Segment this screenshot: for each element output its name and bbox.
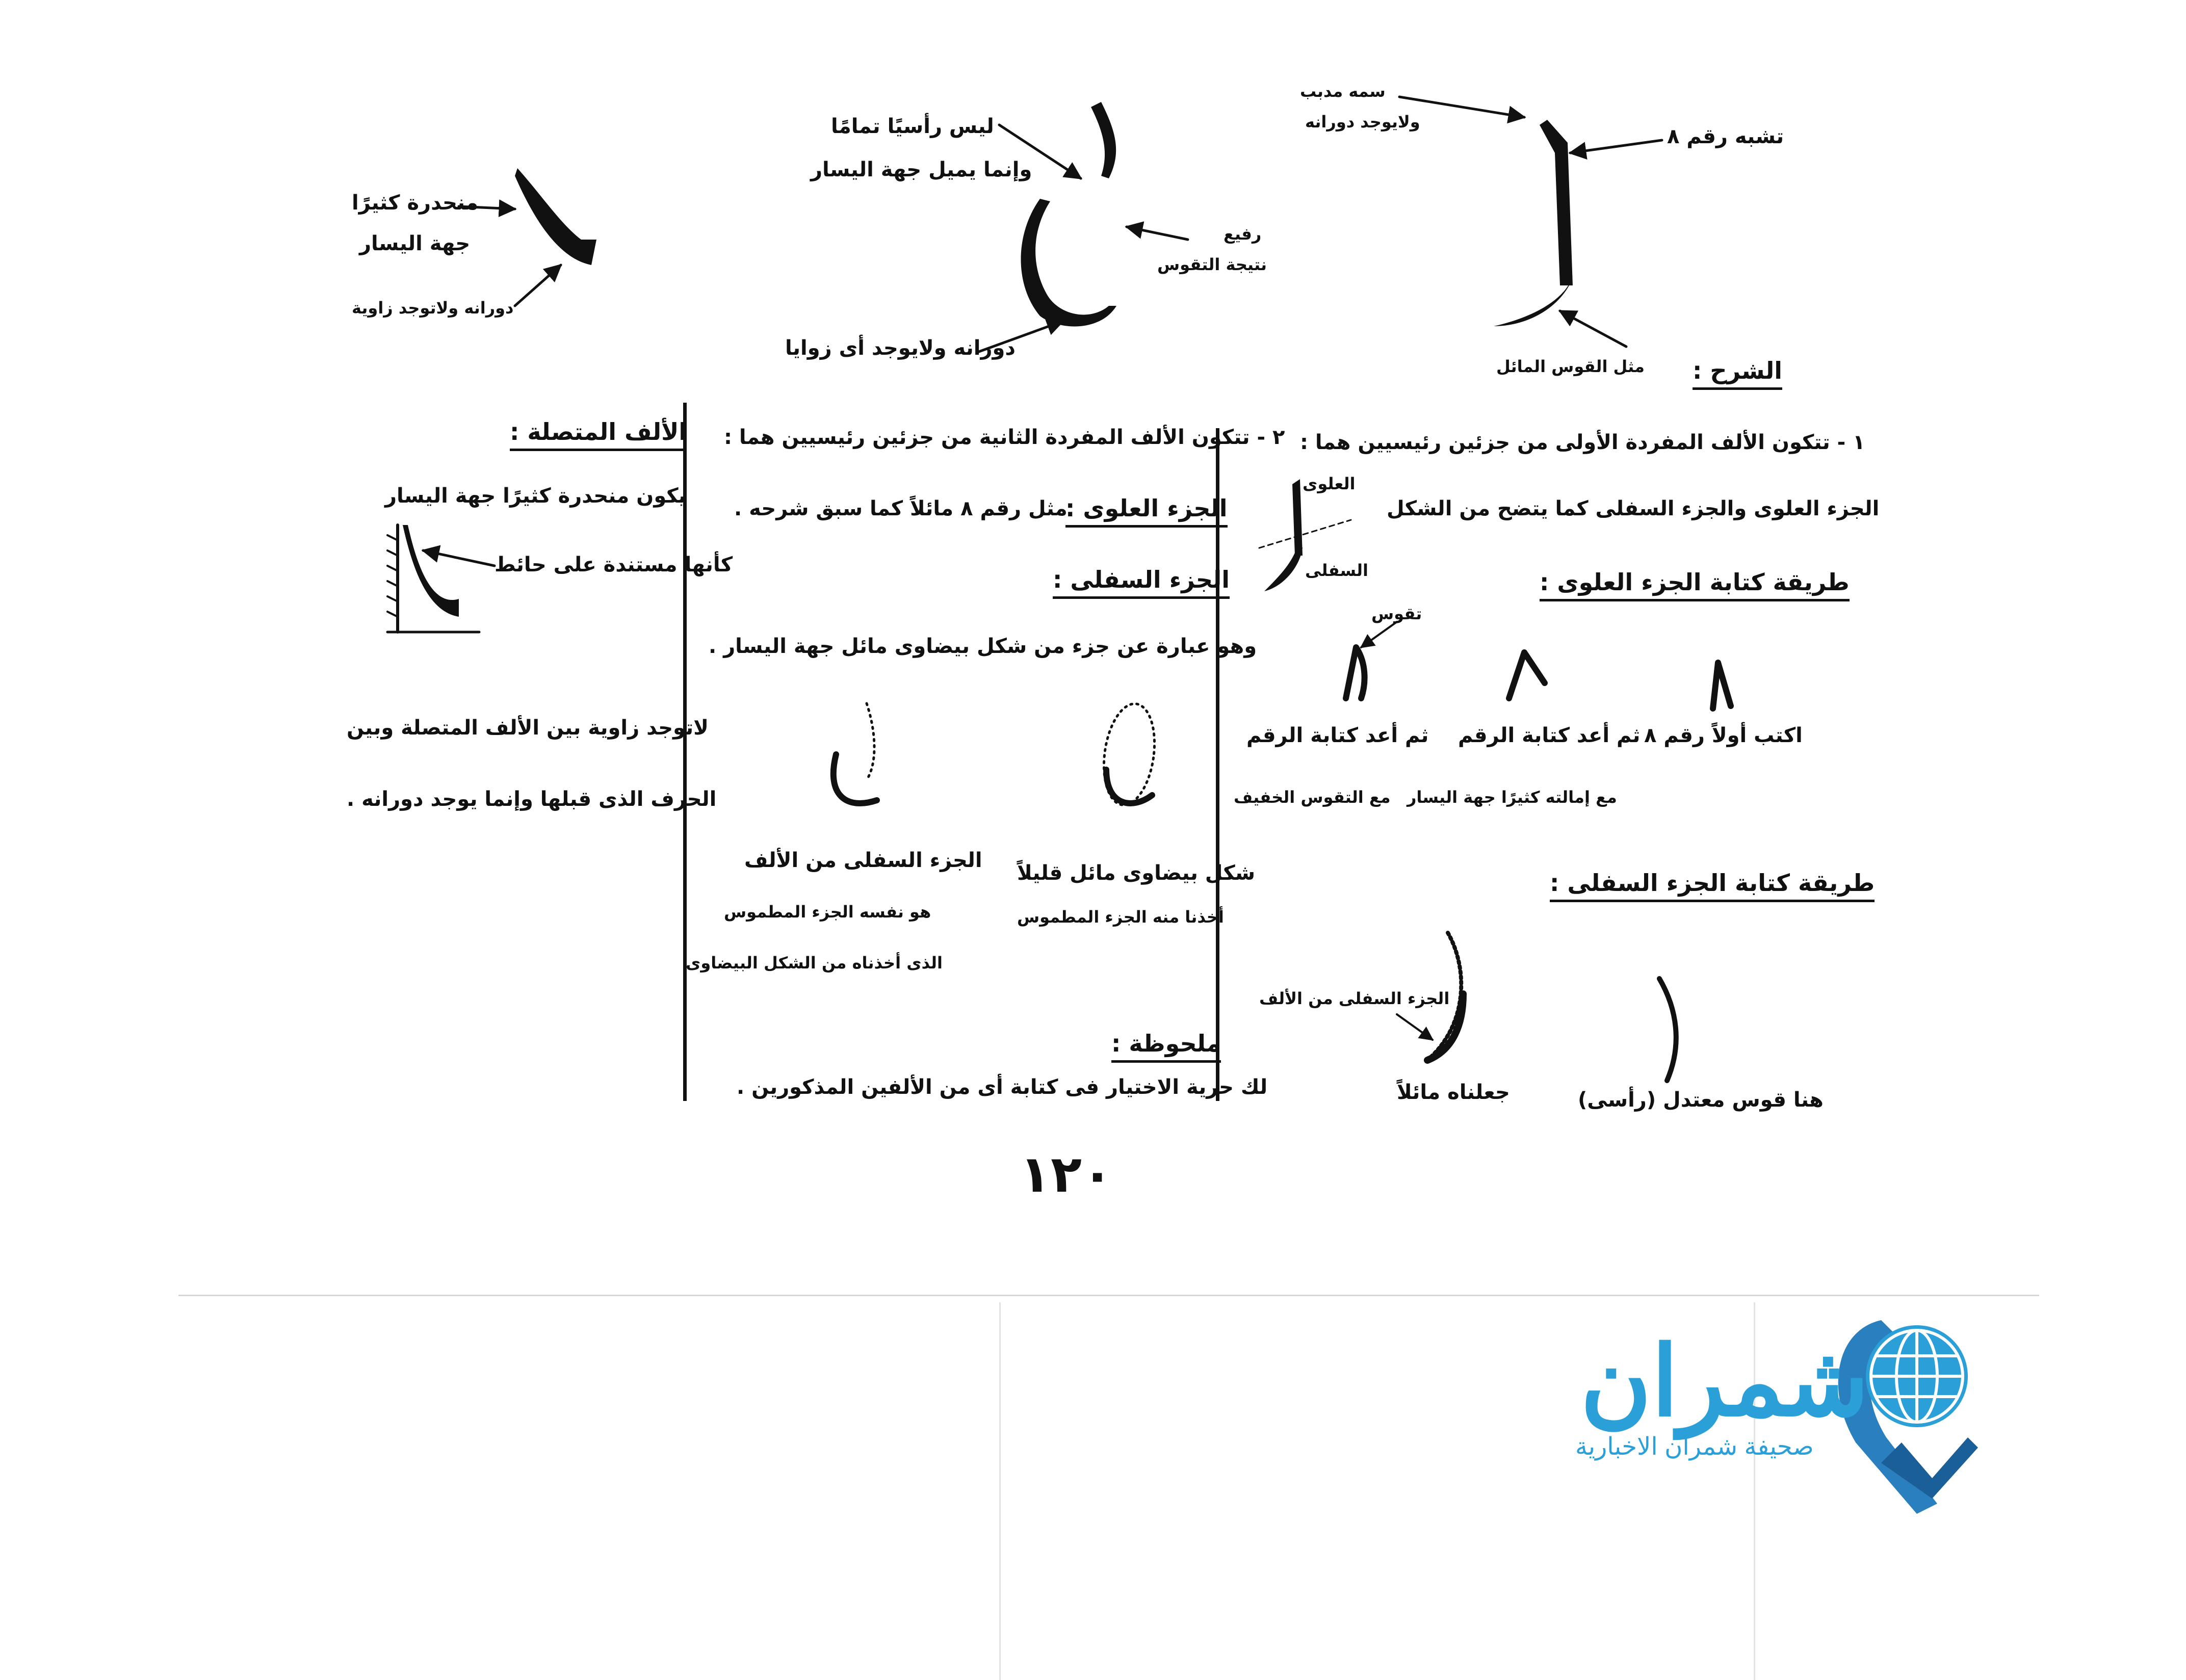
lower-method-title: طريقة كتابة الجزء السفلى : xyxy=(1550,869,1875,902)
lower-of-alif-label: الجزء السفلى من الألف xyxy=(1259,989,1450,1008)
note-title: ملحوظة : xyxy=(1111,1030,1221,1063)
logo-title: شمران xyxy=(1580,1328,1869,1436)
lower-caption-3: الذى أخذناه من الشكل البيضاوى xyxy=(686,953,943,973)
step3-text: ثم أعد كتابة الرقم xyxy=(1246,724,1429,747)
upper-title: الجزء العلوى : xyxy=(1065,494,1228,528)
connected-line2: كأنها مستندة على حائط xyxy=(495,553,733,576)
logo-subtitle: صحيفة شمران الاخبارية xyxy=(1575,1433,1814,1460)
arc-result-label: نتيجة التقوس xyxy=(1157,255,1267,274)
oval-dotted xyxy=(1098,700,1161,808)
lower-caption-1: الجزء السفلى من الألف xyxy=(744,849,982,872)
connected-note2: الحرف الذى قبلها وإنما يوجد دورانه . xyxy=(347,788,717,811)
divider-right xyxy=(1216,428,1219,1101)
oval-lower-alif xyxy=(834,703,877,803)
connected-line1: يكون منحدرة كثيرًا جهة اليسار xyxy=(385,484,686,508)
page-number: ١٢٠ xyxy=(1020,1144,1113,1204)
alif-figure-middle xyxy=(979,102,1188,352)
rounded-label-middle: دورانه ولايوجد أى زوايا xyxy=(785,336,1016,360)
lower-label: السفلى xyxy=(1305,561,1369,580)
bent-label: منحدرة كثيرًا xyxy=(352,191,479,215)
eight-glyph-2 xyxy=(1509,652,1545,698)
scan-line-horizontal xyxy=(178,1295,2039,1296)
point1-text: ١ - تتكون الألف المفردة الأولى من جزئين رئيسيين هما : xyxy=(1300,431,1865,454)
rounded-label-left: دورانه ولاتوجد زاوية xyxy=(352,298,514,318)
wall-diagram xyxy=(387,525,495,632)
step3-sub-text: مع التقوس الخفيف xyxy=(1234,788,1391,807)
pointed-top-label: سمه مدبب xyxy=(1300,82,1386,101)
connected-alif-title: الألف المتصلة : xyxy=(510,418,687,451)
alif-figure-left xyxy=(459,168,596,306)
upper-method-title: طريقة كتابة الجزء العلوى : xyxy=(1540,568,1850,601)
lower-title: الجزء السفلى : xyxy=(1053,566,1230,599)
section-title: الشرح : xyxy=(1693,357,1782,390)
point2-text: ٢ - تتكون الألف المفردة الثانية من جزئين رئيسيين هما : xyxy=(724,426,1285,449)
no-round-label: ولايوجد دورانه xyxy=(1305,112,1420,132)
oval-caption-1: شكل بيضاوى مائل قليلاً xyxy=(1017,861,1256,885)
eight-glyph-1 xyxy=(1713,663,1731,708)
to-left-label: جهة اليسار xyxy=(359,232,471,255)
parts-text: الجزء العلوى والجزء السفلى كما يتضح من الشكل xyxy=(1387,497,1880,520)
not-vertical-label: ليس رأسيًا تمامًا xyxy=(831,115,994,138)
arc-label: تقوس xyxy=(1371,604,1422,623)
tilted-arc-label: مثل القوس المائل xyxy=(1496,357,1645,376)
vertical-arc-text: هنا قوس معتدل (رأسى) xyxy=(1578,1088,1824,1112)
lower-caption-2: هو نفسه الجزء المطموس xyxy=(724,902,931,922)
step2-sub-text: مع إمالته كثيرًا جهة اليسار xyxy=(1407,788,1617,807)
eight-glyph-3 xyxy=(1346,622,1397,698)
upper-desc: مثل رقم ٨ مائلاً كما سبق شرحه . xyxy=(734,497,1068,520)
oval-caption-2: أخذنا منه الجزء المطموس xyxy=(1017,907,1224,927)
alif-figure-right xyxy=(1399,97,1662,347)
connected-note1: لاتوجد زاوية بين الألف المتصلة وبين xyxy=(347,716,709,740)
thin-label: رفيع xyxy=(1224,224,1262,244)
leans-left-label: وإنما يميل جهة اليسار xyxy=(811,158,1032,181)
like-eight-label: تشبه رقم ٨ xyxy=(1667,125,1784,148)
note-text: لك حرية الاختيار فى كتابة أى من الألفين المذكورين . xyxy=(737,1075,1268,1099)
made-tilted-text: جعلناه مائلاً xyxy=(1397,1081,1510,1104)
step1-text: اكتب أولاً رقم ٨ xyxy=(1644,724,1803,747)
scan-line-vertical-1 xyxy=(999,1302,1001,1680)
step2-text: ثم أعد كتابة الرقم xyxy=(1458,724,1641,747)
vertical-arc xyxy=(1659,979,1676,1081)
lower-desc: وهو عبارة عن جزء من شكل بيضاوى مائل جهة اليسار . xyxy=(709,635,1257,658)
upper-label: العلوى xyxy=(1303,474,1356,493)
